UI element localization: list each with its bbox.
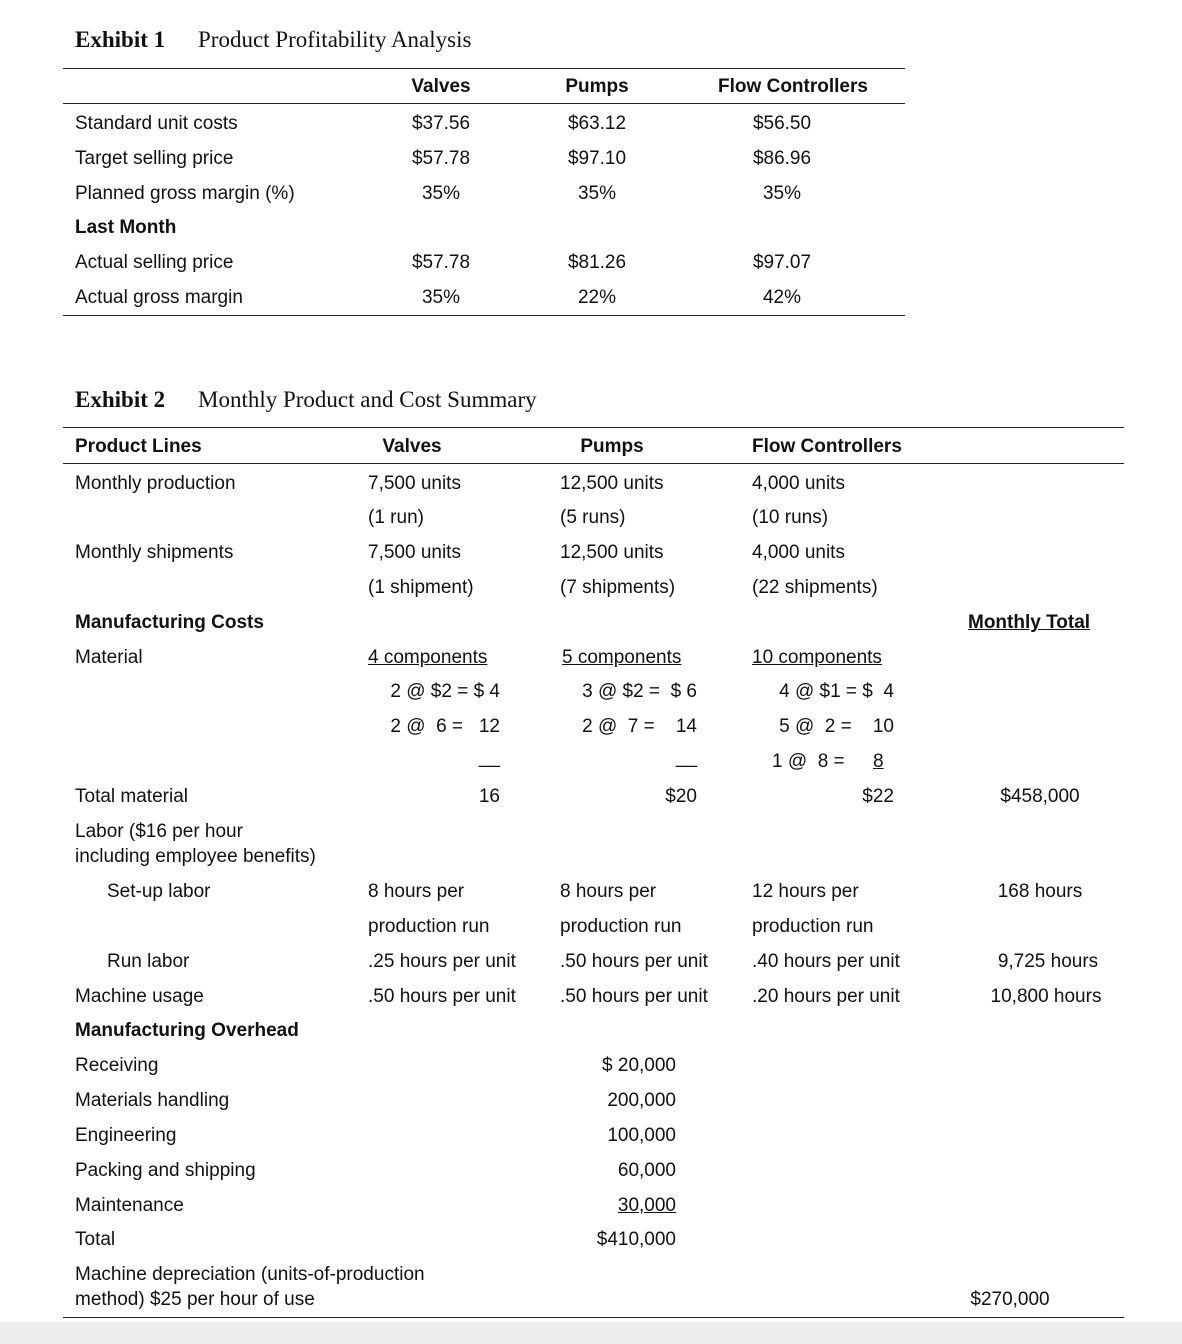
exhibit2-number: Exhibit 2 (75, 387, 166, 412)
row-label: including employee benefits) (75, 846, 316, 867)
cell: 4,000 units (752, 542, 845, 563)
cell: 42% (762, 287, 802, 308)
col-header-valves: Valves (411, 76, 471, 97)
cell: .25 hours per unit (368, 951, 516, 972)
cell: 8 (873, 751, 884, 772)
exhibit2-title: Monthly Product and Cost Summary (198, 387, 537, 412)
cell: 7,500 units (368, 542, 461, 563)
cell: .20 hours per unit (752, 986, 900, 1007)
cell: $86.96 (752, 148, 812, 169)
cell: $97.07 (752, 252, 812, 273)
row-label: Material (75, 647, 143, 668)
cell: 100,000 (607, 1125, 676, 1146)
cell: 2 @ 7 = 14 (582, 716, 697, 737)
cell: production run (368, 916, 490, 937)
cell: $410,000 (596, 1229, 676, 1250)
exhibit1-number: Exhibit 1 (75, 27, 166, 52)
divider (63, 103, 905, 104)
cell: 35% (577, 183, 617, 204)
cell: $ 20,000 (602, 1055, 676, 1076)
row-label: Engineering (75, 1125, 177, 1146)
row-label: Planned gross margin (%) (75, 183, 295, 204)
col-header-pumps: Pumps (565, 76, 629, 97)
cell: (10 runs) (752, 507, 829, 528)
cell: .40 hours per unit (752, 951, 900, 972)
cell: 2 @ $2 = $ 4 (390, 681, 500, 702)
cell: .50 hours per unit (368, 986, 516, 1007)
cell: 12 hours per (752, 881, 859, 902)
col-header-flow-controllers: Flow Controllers (752, 436, 902, 457)
row-label: Target selling price (75, 148, 234, 169)
total-cell: $458,000 (1000, 786, 1080, 807)
cell: 200,000 (607, 1090, 676, 1111)
cell: 8 hours per (560, 881, 657, 902)
cell: (1 shipment) (368, 577, 474, 598)
cell: 35% (421, 287, 461, 308)
cell: $57.78 (411, 252, 471, 273)
cell: $63.12 (567, 113, 627, 134)
cell: 1 @ 8 = (772, 751, 856, 772)
cell: (1 run) (368, 507, 424, 528)
cell: 22% (577, 287, 617, 308)
row-label: Run labor (107, 951, 190, 972)
col-header-flow-controllers: Flow Controllers (718, 76, 868, 97)
col-header-pumps: Pumps (580, 436, 644, 457)
cell: 5 components (562, 647, 682, 668)
section-label-overhead: Manufacturing Overhead (75, 1020, 299, 1041)
cell: 35% (421, 183, 461, 204)
cell: production run (560, 916, 682, 937)
total-cell: 168 hours (997, 881, 1083, 902)
cell: $22 (862, 786, 894, 807)
cell: production run (752, 916, 874, 937)
row-label: Machine usage (75, 986, 204, 1007)
subtotal-rule: __ (675, 747, 697, 768)
row-label: Monthly shipments (75, 542, 234, 563)
cell: 8 hours per (368, 881, 465, 902)
row-label: Standard unit costs (75, 113, 238, 134)
row-label: Maintenance (75, 1195, 184, 1216)
subtotal-rule: __ (478, 747, 500, 768)
page-bottom-edge (0, 1322, 1182, 1344)
cell: 4 @ $1 = $ 4 (779, 681, 894, 702)
row-label: Materials handling (75, 1090, 230, 1111)
row-label: Total material (75, 786, 188, 807)
cell: (5 runs) (560, 507, 626, 528)
row-label: Actual selling price (75, 252, 234, 273)
cell: (7 shipments) (560, 577, 676, 598)
row-label: Set-up labor (107, 881, 211, 902)
row-label: Machine depreciation (units-of-production (75, 1264, 425, 1285)
cell: 30,000 (617, 1195, 676, 1216)
cell: 12,500 units (560, 473, 664, 494)
cell: 3 @ $2 = $ 6 (582, 681, 697, 702)
total-cell: 10,800 hours (990, 986, 1102, 1007)
cell: 35% (762, 183, 802, 204)
divider (63, 68, 905, 69)
section-label-last-month: Last Month (75, 217, 177, 238)
cell: 4 components (368, 647, 488, 668)
cell: 2 @ 6 = 12 (390, 716, 500, 737)
row-label: Labor ($16 per hour (75, 821, 243, 842)
row-label: method) $25 per hour of use (75, 1289, 315, 1310)
cell: $57.78 (411, 148, 471, 169)
cell: (22 shipments) (752, 577, 878, 598)
row-label: Packing and shipping (75, 1160, 256, 1181)
cell: $20 (665, 786, 697, 807)
row-label: Monthly production (75, 473, 236, 494)
cell: 12,500 units (560, 542, 664, 563)
cell: 16 (478, 786, 500, 807)
divider (63, 1317, 1124, 1318)
cell: $56.50 (752, 113, 812, 134)
cell: 60,000 (617, 1160, 676, 1181)
total-cell: $270,000 (970, 1289, 1050, 1310)
cell: $97.10 (567, 148, 627, 169)
product-lines-header: Product Lines (75, 436, 202, 457)
cell: 5 @ 2 = 10 (779, 716, 894, 737)
cell: .50 hours per unit (560, 951, 708, 972)
cell: 4,000 units (752, 473, 845, 494)
section-label-manufacturing-costs: Manufacturing Costs (75, 612, 264, 633)
row-label: Actual gross margin (75, 287, 243, 308)
cell: $81.26 (567, 252, 627, 273)
total-cell: 9,725 hours (997, 951, 1099, 972)
divider (63, 427, 1124, 428)
divider (63, 315, 905, 316)
col-header-valves: Valves (382, 436, 442, 457)
divider (63, 463, 1124, 464)
row-label: Receiving (75, 1055, 159, 1076)
row-label: Total (75, 1229, 116, 1250)
cell: 7,500 units (368, 473, 461, 494)
exhibit1-title: Product Profitability Analysis (198, 27, 472, 52)
cell: 10 components (752, 647, 882, 668)
monthly-total-header: Monthly Total (968, 612, 1091, 633)
cell: .50 hours per unit (560, 986, 708, 1007)
cell: $37.56 (411, 113, 471, 134)
